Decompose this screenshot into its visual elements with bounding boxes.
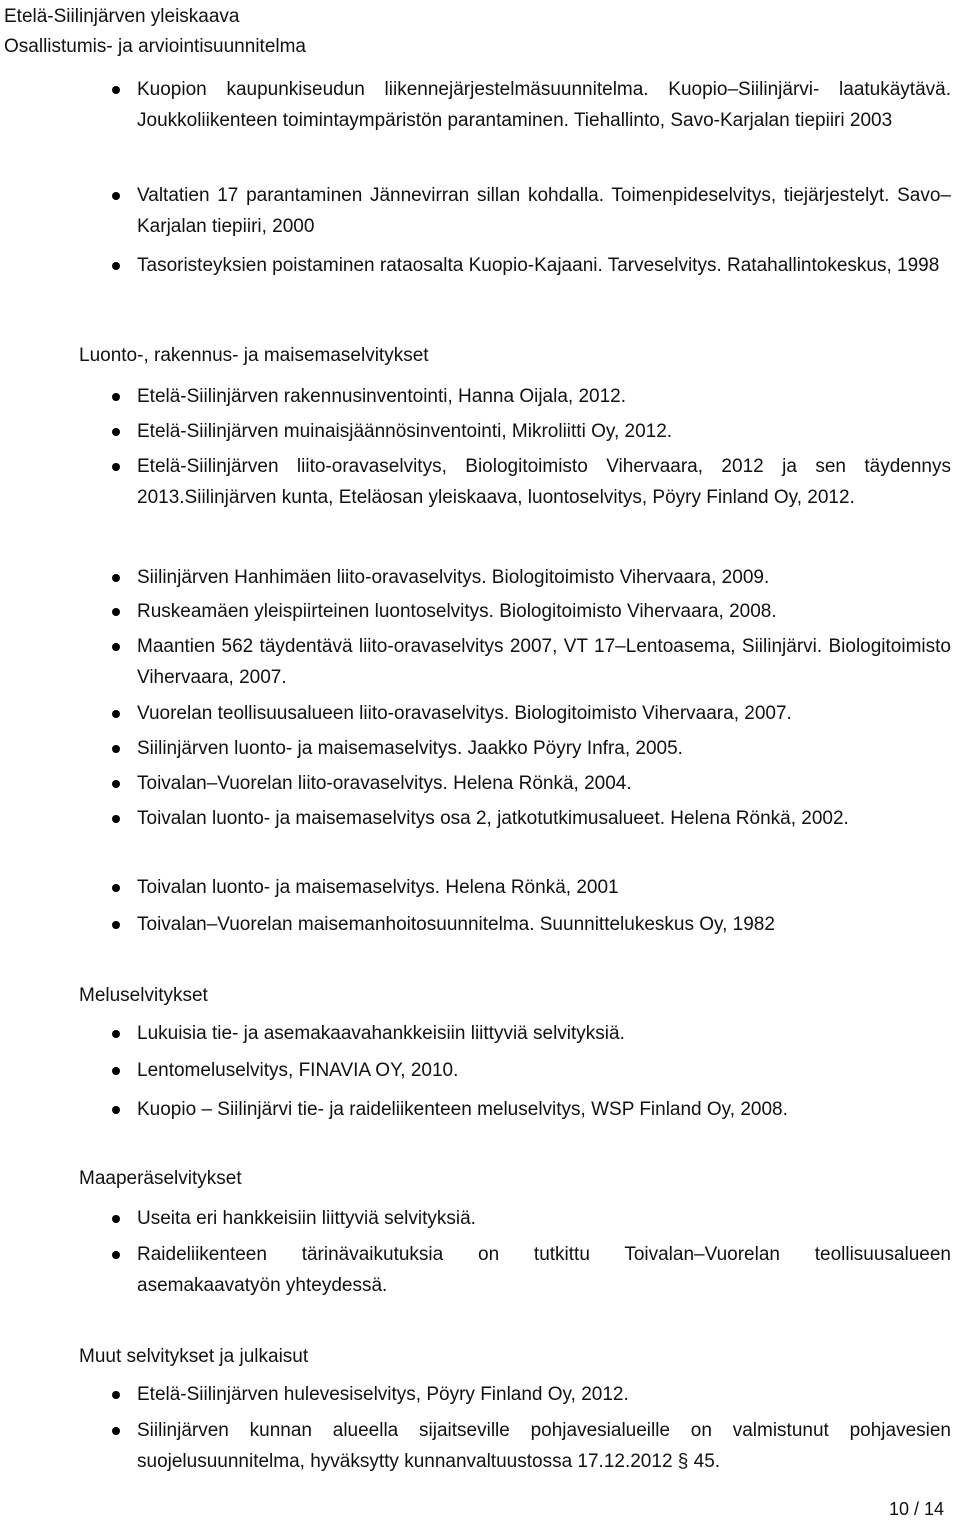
bullet-icon	[112, 608, 120, 616]
list-item-text: Siilinjärven kunnan alueella sijaitseville pohjavesialueille on valmistunut pohjavesien suojelusuunnitelma, hyväksytty kunnanvaltuustossa 17.12.2012 § 45.	[137, 1420, 951, 1472]
list-item-text: Toivalan luonto- ja maisemaselvitys osa 2, jatkotutkimusalueet. Helena Rönkä, 2002.	[137, 808, 849, 829]
list-item	[0, 698, 960, 733]
document-header	[4, 2, 306, 62]
list-item-text: Etelä-Siilinjärven hulevesiselvitys, Pöyry Finland Oy, 2012.	[137, 1384, 629, 1405]
bullet-icon	[112, 393, 120, 401]
bullet-icon	[112, 574, 120, 582]
nature-list-section	[0, 381, 960, 944]
section-heading-soil: Maaperäselvitykset	[79, 1168, 242, 1189]
intro-list-section	[0, 74, 960, 320]
list-item	[0, 872, 960, 909]
list-item-text: Siilinjärven Hanhimäen liito-oravaselvitys. Biologitoimisto Vihervaara, 2009.	[137, 567, 770, 588]
noise-list	[0, 1018, 960, 1129]
list-item	[0, 416, 960, 451]
list-item	[0, 74, 960, 180]
bullet-icon	[112, 463, 120, 471]
list-item-text: Raideliikenteen tärinävaikutuksia on tutkittu Toivalan–Vuorelan teollisuusalueen asemakaavatyön yhteydessä.	[137, 1244, 951, 1296]
bullet-icon	[112, 1251, 120, 1259]
list-item-text: Lentomeluselvitys, FINAVIA OY, 2010.	[137, 1060, 459, 1081]
list-item-text: Etelä-Siilinjärven muinaisjäännösinventointi, Mikroliitti Oy, 2012.	[137, 421, 673, 442]
bullet-icon	[112, 1030, 120, 1038]
list-item	[0, 1203, 960, 1239]
intro-list	[0, 74, 960, 320]
list-item	[0, 1055, 960, 1094]
list-item-text: Ruskeamäen yleispiirteinen luontoselvitys. Biologitoimisto Vihervaara, 2008.	[137, 601, 777, 622]
bullet-icon	[112, 643, 120, 651]
other-list-section	[0, 1379, 960, 1481]
list-item	[0, 1018, 960, 1055]
list-item-text: Tasoristeyksien poistaminen rataosalta Kuopio-Kajaani. Tarveselvitys. Ratahallintokeskus, 1998	[137, 255, 940, 276]
list-item	[0, 451, 960, 562]
list-item-text: Kuopion kaupunkiseudun liikennejärjestelmäsuunnitelma. Kuopio–Siilinjärvi- laatukäytävä. Joukkoliikenteen toimintaympäristön parantaminen. Tiehallinto, Savo-Karjalan tiepiiri 2003	[137, 79, 951, 131]
list-item	[0, 562, 960, 596]
section-heading-noise: Meluselvitykset	[79, 985, 208, 1006]
soil-list-section	[0, 1203, 960, 1305]
bullet-icon	[112, 86, 120, 94]
list-item	[0, 250, 960, 320]
bullet-icon	[112, 1427, 120, 1435]
list-item-text: Etelä-Siilinjärven rakennusinventointi, Hanna Oijala, 2012.	[137, 386, 627, 407]
list-item	[0, 768, 960, 803]
document-subtitle: Osallistumis- ja arviointisuunnitelma	[4, 36, 306, 57]
bullet-icon	[112, 710, 120, 718]
document-title: Etelä-Siilinjärven yleiskaava	[4, 6, 240, 27]
list-item-text: Etelä-Siilinjärven liito-oravaselvitys, Biologitoimisto Vihervaara, 2012 ja sen täydennys 2013.Siilinjärven kunta, Eteläosan yleiskaava, luontoselvitys, Pöyry Finland Oy, 2012.	[137, 456, 951, 508]
bullet-icon	[112, 1391, 120, 1399]
bullet-icon	[112, 745, 120, 753]
list-item-text: Vuorelan teollisuusalueen liito-oravaselvitys. Biologitoimisto Vihervaara, 2007.	[137, 703, 792, 724]
bullet-icon	[112, 1106, 120, 1114]
bullet-icon	[112, 1067, 120, 1075]
bullet-icon	[112, 780, 120, 788]
other-list	[0, 1379, 960, 1481]
list-item	[0, 733, 960, 768]
list-item-text: Valtatien 17 parantaminen Jännevirran sillan kohdalla. Toimenpideselvitys, tiejärjestelyt. Savo–Karjalan tiepiiri, 2000	[137, 185, 951, 237]
list-item-text: Siilinjärven luonto- ja maisemaselvitys. Jaakko Pöyry Infra, 2005.	[137, 738, 683, 759]
bullet-icon	[112, 428, 120, 436]
list-item-text: Toivalan–Vuorelan liito-oravaselvitys. Helena Rönkä, 2004.	[137, 773, 632, 794]
bullet-icon	[112, 192, 120, 200]
list-item-text: Toivalan–Vuorelan maisemanhoitosuunnitelma. Suunnittelukeskus Oy, 1982	[137, 914, 775, 935]
list-item	[0, 1094, 960, 1129]
nature-list	[0, 381, 960, 944]
list-item-text: Maantien 562 täydentävä liito-oravaselvitys 2007, VT 17–Lentoasema, Siilinjärvi. Biologitoimisto Vihervaara, 2007.	[137, 636, 951, 688]
list-item	[0, 909, 960, 944]
soil-list	[0, 1203, 960, 1305]
list-item-text: Kuopio – Siilinjärvi tie- ja raideliikenteen meluselvitys, WSP Finland Oy, 2008.	[137, 1099, 788, 1120]
list-item	[0, 631, 960, 698]
list-item	[0, 803, 960, 872]
list-item	[0, 1415, 960, 1481]
list-item	[0, 596, 960, 631]
bullet-icon	[112, 921, 120, 929]
bullet-icon	[112, 884, 120, 892]
list-item-text: Lukuisia tie- ja asemakaavahankkeisiin liittyviä selvityksiä.	[137, 1023, 625, 1044]
bullet-icon	[112, 262, 120, 270]
section-heading-other: Muut selvitykset ja julkaisut	[79, 1346, 309, 1367]
list-item	[0, 1239, 960, 1305]
section-heading-nature: Luonto-, rakennus- ja maisemaselvitykset	[79, 345, 429, 366]
list-item	[0, 180, 960, 250]
list-item-text: Useita eri hankkeisiin liittyviä selvityksiä.	[137, 1208, 476, 1229]
noise-list-section	[0, 1018, 960, 1129]
list-item-text: Toivalan luonto- ja maisemaselvitys. Helena Rönkä, 2001	[137, 877, 619, 898]
list-item	[0, 1379, 960, 1415]
list-item	[0, 381, 960, 416]
bullet-icon	[112, 1215, 120, 1223]
page-number: 10 / 14	[888, 1499, 944, 1519]
bullet-icon	[112, 815, 120, 823]
